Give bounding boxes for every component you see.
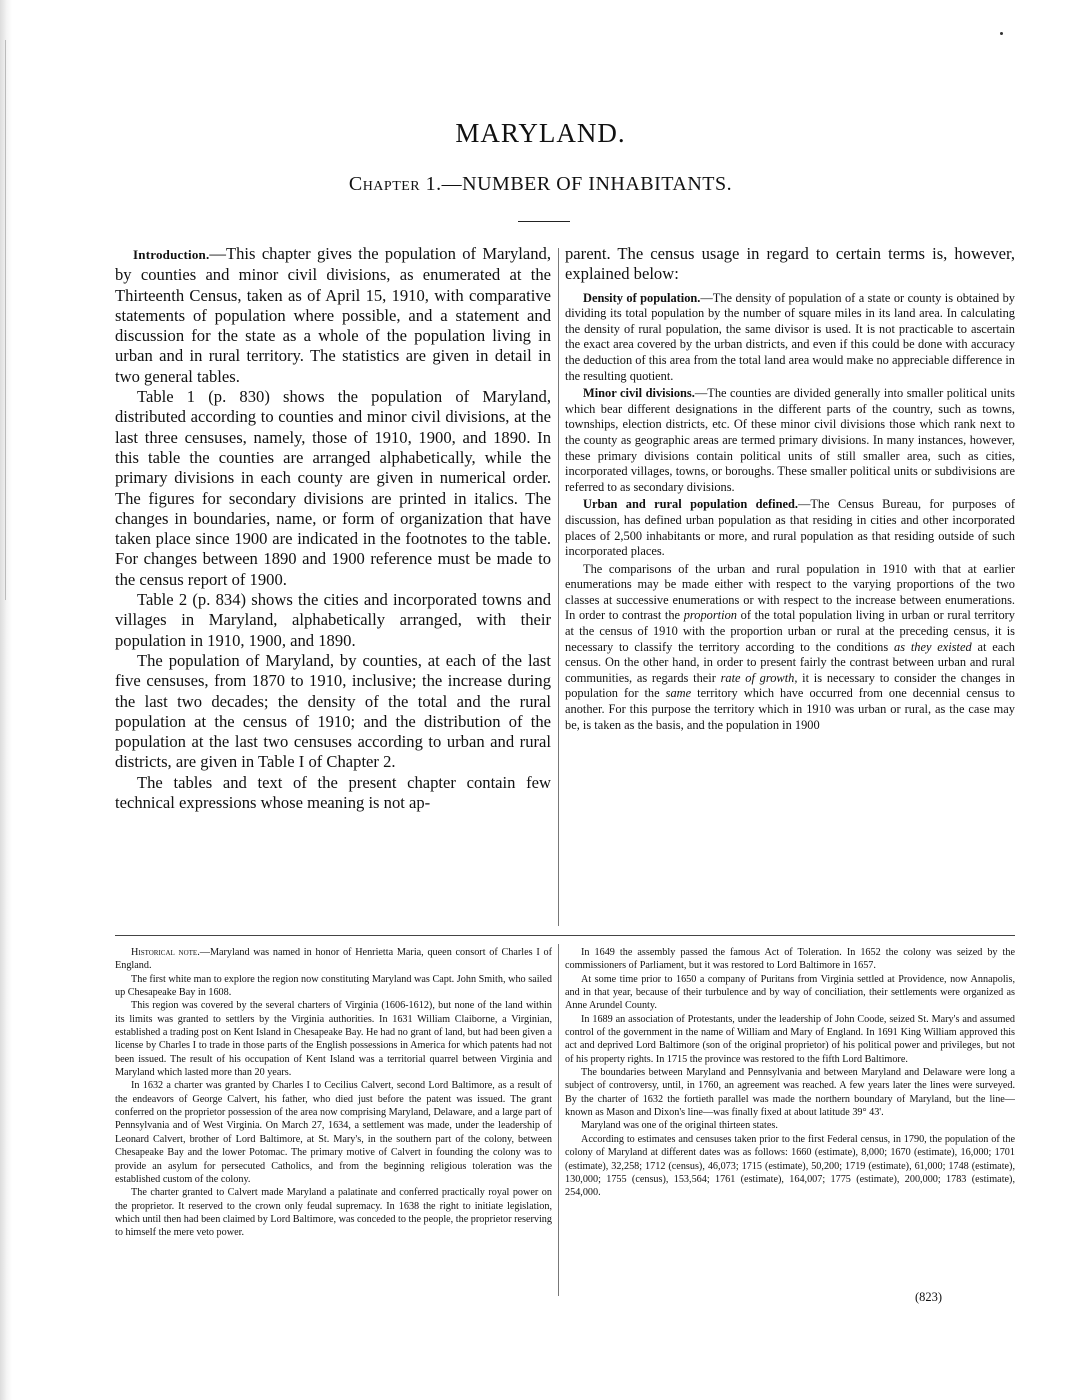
urban-rural-heading: Urban and rural population defined. [583, 497, 798, 512]
page-number: (823) [915, 1290, 943, 1304]
historical-note-1 [115, 946, 552, 973]
continuation-paragraph: parent. The census usage in regard to certain terms is, however, explained below: [565, 244, 1015, 284]
historical-note-5: The charter granted to Calvert made Maryland a palatinate and conferred practically royal power on the proprietor. It reserved to the crown only feudal supremacy. In 1638 the right to initiate legislation, which until then had been claimed by Lord Baltimore, was conceded to the people, the proprietor reserving to himself the mere veto power. [115, 1187, 552, 1239]
comparisons-text-d: it is necessary to consider the changes in population for the [565, 670, 1016, 701]
historical-note-3: This region was covered by the several charters of Virginia (1606-1612), but none of the land within its limits was granted to settlers by the Virginia authorities. In 1631 William Claiborne, a Virginian, established a trading post on Kent Island in Chesapeake Bay. He had no grant of land, but had been given a license by Charles I to trade in those parts of the English possessions in America for which patents had not been issued. The result of his occupation of Kent Island was a territorial quarrel between Virginia and Maryland which lasted more than 20 years. [115, 1000, 552, 1079]
historical-note-10: Maryland was one of the original thirteen states. [581, 1120, 778, 1132]
intro-heading: Introduction. [133, 247, 210, 262]
comparisons-text-e: territory which have occurred from one decennial census to another. For this purpose the territory which in 1910 was urban or rural, as the case may be, is taken as the basis, and the population in 1900 [565, 686, 1015, 732]
page-scan-edge [0, 0, 12, 1400]
comparisons-italic-proportion: proportion [683, 608, 737, 623]
historical-note-9: The boundaries between Maryland and Pennsylvania and between Maryland and Delaware were long a subject of controversy, until, in 1760, an agreement was reached. A few years later the lines were surveyed. By the charter of 1632 the fortieth parallel was made the northern boundary of Maryland, but the line—known as Mason and Dixon's line—was finally fixed at about latitude 39° 43'. [565, 1067, 1015, 1119]
historical-note-heading: Historical note. [131, 947, 200, 958]
urban-rural-text: —The Census Bureau, for purposes of discussion, has defined urban population as that residing in cities and other incorporated places of 2,500 inhabitants or more, and rural population as that residing outside of such incorporated places. [565, 497, 1015, 559]
historical-note-4: In 1632 a charter was granted by Charles I to Cecilius Calvert, second Lord Baltimore, as a result of the endeavors of George Calvert, his father, who died just before the patent was issued. The grant conferred on the proprietor possession of the area now comprising Maryland, Delaware, and a large part of Pennsylvania and of West Virginia. On March 27, 1634, a settlement was made, under the leadership of Leonard Calvert, brother of Lord Baltimore, at St. Mary's, in the southern part of the colony, between Chesapeake Bay and the lower Potomac. The primary motive of Calvert in founding the colony was to provide an asylum for persecuted Catholics, and from the beginning religious toleration was the established custom of the colony. [115, 1080, 552, 1185]
comparisons-text-a: The comparisons of the urban and rural population in 1910 with that at earlier enumerations may be made either with respect to the varying proportions of the two classes at successive enumerations or with respect to the increase between enumerations. In order to contrast the [565, 561, 1015, 623]
historical-note-7: At some time prior to 1650 a company of Puritans from Virginia settled at Providence, now Annapolis, and in that year, because of their turbulence and by way of conciliation, their settlements were organized as Anne Arundel County. [565, 973, 1015, 1012]
table2-paragraph: Table 2 (p. 834) shows the cities and incorporated towns and villages in Maryland, alphabetically arranged, with their population in 1910, 1900, and 1890. [115, 590, 551, 650]
intro-text: —This chapter gives the population of Maryland, by counties and minor civil divisions, as enumerated at the Thirteenth Census, taken as of April 15, 1910, with comparative statements of population where possible, and a statement and discussion for the state as a whole of the population living in urban and in rural territory. The statistics are given in detail in two general tables. [115, 244, 551, 386]
population-paragraph: The population of Maryland, by counties, at each of the last five censuses, from 1870 to 1910, inclusive; the increase during the last two decades; the density of the total and the rural population at the census of 1910; and the distribution of the population at the last two censuses according to urban and rural districts, are given in Table I of Chapter 2. [115, 650, 551, 772]
minor-civil-divisions-heading: Minor civil divisions. [583, 386, 695, 401]
chapter-title: —NUMBER OF INHABITANTS. [441, 173, 733, 195]
historical-note-8: In 1689 an association of Protestants, under the leadership of John Coode, seized St. Mary's and assumed control of the government in the name of William and Mary of England. In 1691 King William approved this act and deprived Lord Baltimore (son of the original proprietor) of his political power and privileges, but not of his property rights. In 1715 the province was restored to the fifth Lord Baltimore. [565, 1013, 1015, 1065]
minor-civil-divisions-definition [565, 386, 1015, 495]
footnote-column-divider [558, 944, 559, 1296]
chapter-heading [0, 173, 1081, 196]
comparisons-paragraph [565, 562, 1015, 734]
comparisons-italic-same: same [665, 686, 692, 701]
comparisons-italic-existed: as they existed [894, 639, 972, 654]
density-heading: Density of population. [583, 290, 701, 305]
table1-paragraph: Table 1 (p. 830) shows the population of Maryland, distributed according to counties and minor civil divisions, at the last three censuses, namely, those of 1910, 1900, and 1890. In this table the counties are arranged alphabetically, while the primary divisions in each county are given in numerical order. The figures for secondary divisions are printed in italics. The changes in boundaries, name, or form of organization that have taken place since 1900 are indicated in the footnotes to the table. For changes between 1890 and 1900 reference must be made to the census report of 1900. [115, 387, 551, 589]
page-title: MARYLAND. [455, 118, 626, 148]
comparisons-text-b: of the total population living in urban or rural territory at the census of 1910 with the proportion urban or rural at the preceding census, it is necessary to classify the territory according to the conditions [565, 608, 1016, 654]
scan-speck [1000, 32, 1003, 35]
title-divider [518, 221, 570, 222]
technical-expressions-paragraph: The tables and text of the present chapter contain few technical expressions whose meaning is not ap- [115, 772, 551, 813]
historical-note-2: The first white man to explore the region now constituting Maryland was Capt. John Smith, who sailed up Chesapeake Bay in 1608. [115, 973, 552, 999]
comparisons-text-c: at each census. On the other hand, in order to present fairly the contrast between urban and rural communities, as regards their [565, 639, 1015, 685]
chapter-label: Chapter 1. [348, 173, 442, 195]
minor-civil-divisions-text: —The counties are divided generally into smaller political units which bear different designations in the different parts of the country, such as towns, townships, election districts, etc. Of these minor civil divisions those which rank next to the county as geographic areas are termed primary divisions. In many instances, however, these primary divisions contain political units of still smaller area, such as cities, incorporated villages, towns, or boroughs. These smaller political units or subdivisions are referred to as secondary divisions. [565, 386, 1015, 494]
historical-note-right [565, 946, 1015, 1200]
urban-rural-definition [565, 497, 1015, 559]
footnote-divider [115, 935, 1015, 936]
column-divider [558, 248, 559, 926]
density-definition [565, 291, 1015, 385]
intro-paragraph [115, 244, 551, 387]
historical-note-1-text: —Maryland was named in honor of Henrietta Maria, queen consort of Charles I of England. [115, 947, 552, 972]
comparisons-italic-rate: rate of growth, [720, 670, 798, 685]
historical-note-left [115, 946, 552, 1240]
main-left-column [115, 244, 551, 813]
density-text: —The density of population of a state or county is obtained by dividing its total population by the number of square miles in its land area. In calculating the density of rural population, the same divisor is used. It is not practicable to ascertain the exact area covered by the urban districts, and even if this could be done with accuracy the deduction of this area from the total land area would make no appreciable difference in the resulting quotient. [565, 290, 1016, 383]
main-right-column [565, 244, 1015, 733]
historical-note-6: In 1649 the assembly passed the famous Act of Toleration. In 1652 the colony was seized by the commissioners of Parliament, but it was restored to Lord Baltimore in 1657. [565, 947, 1015, 972]
historical-note-11: According to estimates and censuses taken prior to the first Federal census, in 1790, the population of the colony of Maryland at different dates was as follows: 1660 (estimate), 8,000; 1670 (estimate), 16,000; 1701 (estimate), 32,258; 1712 (census), 46,073; 1715 (estimate), 50,200; 1719 (estimate), 61,000; 1748 (estimate), 130,000; 1755 (census), 153,564; 1761 (estimate), 164,007; 1775 (estimate), 200,000; 1783 (estimate), 254,000. [565, 1133, 1015, 1199]
